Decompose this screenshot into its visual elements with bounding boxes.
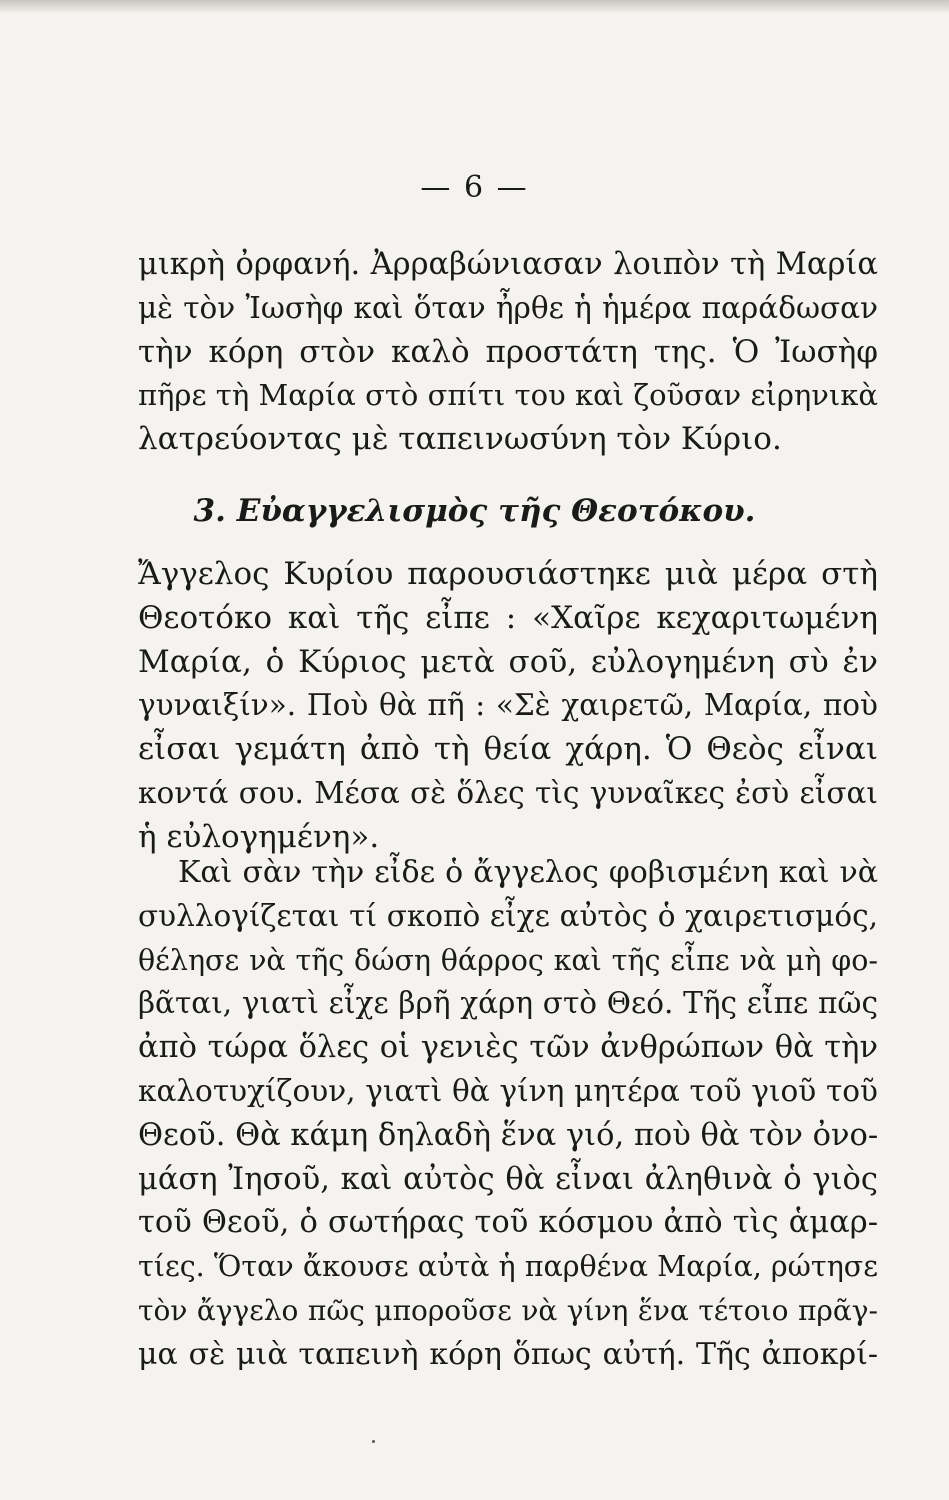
text-line: τοῦ Θεοῦ, ὁ σωτήρας τοῦ κόσμου ἀπὸ τὶς ἁμαρ- [138, 1205, 878, 1241]
text-line: τίες. Ὅταν ἄκουσε αὐτὰ ἡ παρθένα Μαρία, ρώτησε [138, 1250, 878, 1284]
paragraph-1 [138, 243, 878, 462]
text-line: πῆρε τὴ Μαρία στὸ σπίτι του καὶ ζοῦσαν εἰρηνικὰ [138, 378, 878, 413]
text-line: συλλογίζεται τί σκοπὸ εἶχε αὐτὸς ὁ χαιρετισμός, [138, 898, 878, 933]
text-line: μὲ τὸν Ἰωσὴφ καὶ ὅταν ἦρθε ἡ ἡμέρα παράδωσαν [138, 290, 878, 325]
paragraph-2 [138, 553, 878, 860]
text-line: Θεοῦ. Θὰ κάμη δηλαδὴ ἕνα γιό, ποὺ θὰ τὸν ὀνο- [138, 1117, 879, 1153]
paragraph-3 [138, 851, 878, 1377]
text-line: μα σὲ μιὰ ταπεινὴ κόρη ὅπως αὐτή. Τῆς ἀποκρί- [138, 1336, 878, 1372]
text-line: βᾶται, γιατὶ εἶχε βρῆ χάρη στὸ Θεό. Τῆς εἶπε πῶς [138, 986, 878, 1021]
text-line: γυναιξίν». Ποὺ θὰ πῆ : «Σὲ χαιρετῶ, Μαρία, ποὺ [138, 688, 878, 723]
scan-edge-shadow [0, 0, 949, 14]
text-line: λατρεύοντας μὲ ταπεινωσύνη τὸν Κύριο. [138, 421, 782, 458]
text-line: κοντά σου. Μέσα σὲ ὅλες τὶς γυναῖκες ἐσὺ εἶσαι [138, 775, 878, 810]
text-line: εἶσαι γεμάτη ἀπὸ τὴ θεία χάρη. Ὁ Θεὸς εἶναι [138, 731, 878, 768]
text-line: μικρὴ ὀρφανή. Ἀρραβώνιασαν λοιπὸν τὴ Μαρία [138, 247, 878, 282]
text-line: Θεοτόκο καὶ τῆς εἶπε : «Χαῖρε κεχαριτωμένη [138, 599, 878, 636]
text-line: Καὶ σὰν τὴν εἶδε ὁ ἄγγελος φοβισμένη καὶ νὰ [178, 855, 878, 890]
text-line: μάση Ἰησοῦ, καὶ αὐτὸς θὰ εἶναι ἀληθινὰ ὁ γιὸς [138, 1161, 878, 1197]
ink-speck [372, 1440, 375, 1443]
text-line: ἀπὸ τώρα ὅλες οἱ γενιὲς τῶν ἀνθρώπων θὰ τὴν [138, 1030, 878, 1066]
text-line: ἡ εὐλογημένη». [138, 818, 380, 855]
text-line: καλοτυχίζουν, γιατὶ θὰ γίνη μητέρα τοῦ γιοῦ τοῦ [138, 1073, 878, 1108]
text-line: Ἄγγελος Κυρίου παρουσιάστηκε μιὰ μέρα στὴ [138, 556, 878, 592]
section-heading: 3. Εὐαγγελισμὸς τῆς Θεοτόκου. [193, 493, 756, 529]
text-line: τὸν ἄγγελο πῶς μποροῦσε νὰ γίνη ἕνα τέτοιο πρᾶγ- [138, 1293, 878, 1327]
page-number: — 6 — [420, 170, 529, 205]
text-line: θέλησε νὰ τῆς δώση θάρρος καὶ τῆς εἶπε νὰ μὴ φο- [138, 943, 878, 977]
text-line: Μαρία, ὁ Κύριος μετὰ σοῦ, εὐλογημένη σὺ ἐν [138, 643, 878, 680]
text-line: τὴν κόρη στὸν καλὸ προστάτη της. Ὁ Ἰωσὴφ [138, 333, 878, 370]
